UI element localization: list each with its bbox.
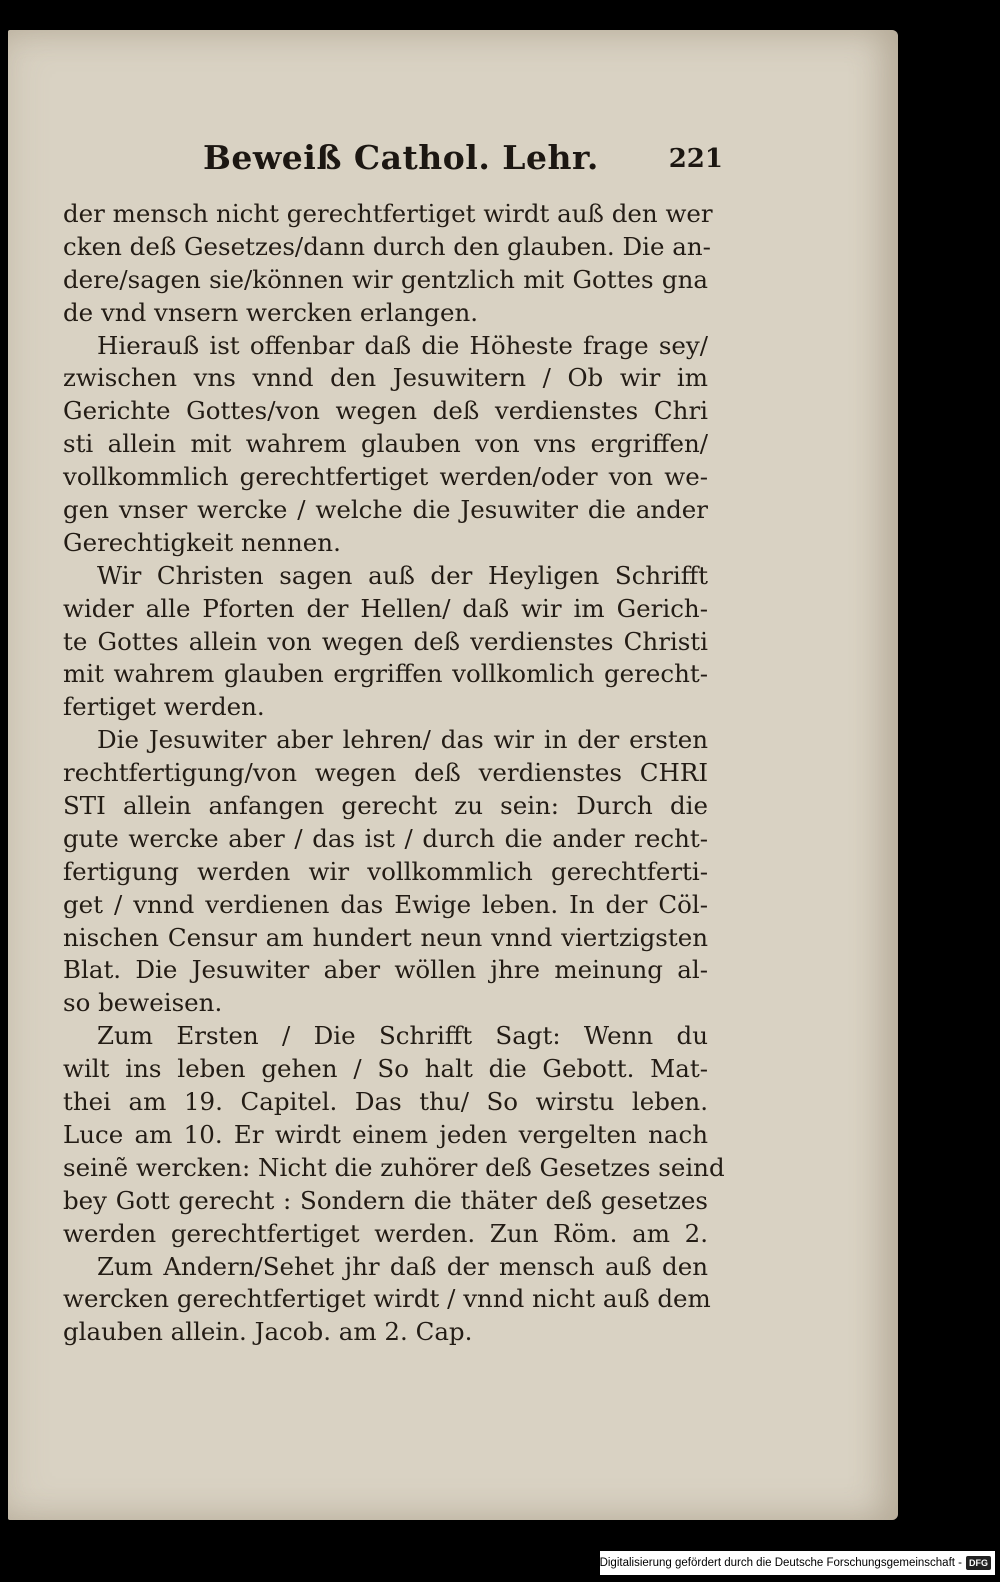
digitization-credit	[600, 1551, 995, 1575]
text-line: Wir Christen sagen auß der Heyligen Schrifft	[97, 560, 708, 590]
text-line: Zum Ersten / Die Schrifft Sagt: Wenn du	[97, 1021, 708, 1051]
text-line: Gerichte Gottes/von wegen deß verdienstes Chri	[63, 396, 708, 426]
credit-text: Digitalisierung gefördert durch die Deutsche Forschungsgemeinschaft -	[599, 1557, 962, 1569]
text-line: fertiget werden.	[63, 692, 265, 722]
text-line: cken deß Gesetzes/dann durch den glauben. Die an-	[63, 231, 711, 261]
text-line: STI allein anfangen gerecht zu sein: Durch die	[63, 791, 708, 821]
text-line: thei am 19. Capitel. Das thu/ So wirstu leben.	[63, 1087, 708, 1117]
running-title: Beweiß Cathol. Lehr.	[203, 138, 599, 177]
page-header	[203, 138, 723, 188]
text-line: gen vnser wercke / welche die Jesuwiter die ander	[63, 495, 708, 525]
text-line: wider alle Pforten der Hellen/ daß wir im Gerich-	[63, 593, 708, 623]
text-line: te Gottes allein von wegen deß verdienstes Christi	[63, 626, 708, 656]
text-line: der mensch nicht gerechtfertiget wirdt auß den wer	[63, 199, 713, 228]
dfg-logo-icon: DFG	[966, 1556, 991, 1570]
text-line: Blat. Die Jesuwiter aber wöllen jhre meinung al-	[63, 955, 708, 985]
text-line: Gerechtigkeit nennen.	[63, 527, 341, 557]
text-line: get / vnnd verdienen das Ewige leben. In der Cöl-	[63, 889, 708, 919]
text-line: bey Gott gerecht : Sondern die thäter deß gesetzes	[63, 1185, 708, 1215]
text-line: so beweisen.	[63, 988, 223, 1018]
text-line: Zum Andern/Sehet jhr daß der mensch auß den	[97, 1251, 708, 1281]
book-page	[8, 30, 898, 1520]
text-line: glauben allein. Jacob. am 2. Cap.	[63, 1317, 473, 1347]
text-line: Die Jesuwiter aber lehren/ das wir in der ersten	[97, 725, 708, 755]
text-line: de vnd vnsern wercken erlangen.	[63, 297, 479, 327]
body-text	[63, 198, 725, 1349]
text-line: wilt ins leben gehen / So halt die Gebott. Mat-	[63, 1054, 708, 1084]
text-line: rechtfertigung/von wegen deß verdienstes CHRI	[63, 758, 708, 788]
text-line: mit wahrem glauben ergriffen vollkomlich gerecht-	[63, 659, 708, 689]
text-line: werden gerechtfertiget werden. Zun Röm. am 2.	[63, 1218, 708, 1248]
text-line: sti allein mit wahrem glauben von vns ergriffen/	[63, 429, 708, 459]
text-line: Luce am 10. Er wirdt einem jeden vergelten nach	[63, 1119, 708, 1149]
text-line: zwischen vns vnnd den Jesuwitern / Ob wir im	[63, 363, 708, 393]
page-number: 221	[668, 144, 723, 174]
text-line: vollkommlich gerechtfertiget werden/oder von we-	[63, 462, 708, 492]
text-line: dere/sagen sie/können wir gentzlich mit Gottes gna	[63, 264, 708, 294]
text-line: gute wercke aber / das ist / durch die ander recht-	[63, 823, 708, 853]
text-line: seinẽ wercken: Nicht die zuhörer deß Gesetzes seind	[63, 1152, 725, 1182]
text-line: nischen Censur am hundert neun vnnd viertzigsten	[63, 922, 708, 952]
text-line: wercken gerechtfertiget wirdt / vnnd nicht auß dem	[63, 1284, 711, 1314]
text-line: Hierauß ist offenbar daß die Höheste frage sey/	[97, 330, 708, 360]
text-line: fertigung werden wir vollkommlich gerechtferti-	[63, 856, 708, 886]
